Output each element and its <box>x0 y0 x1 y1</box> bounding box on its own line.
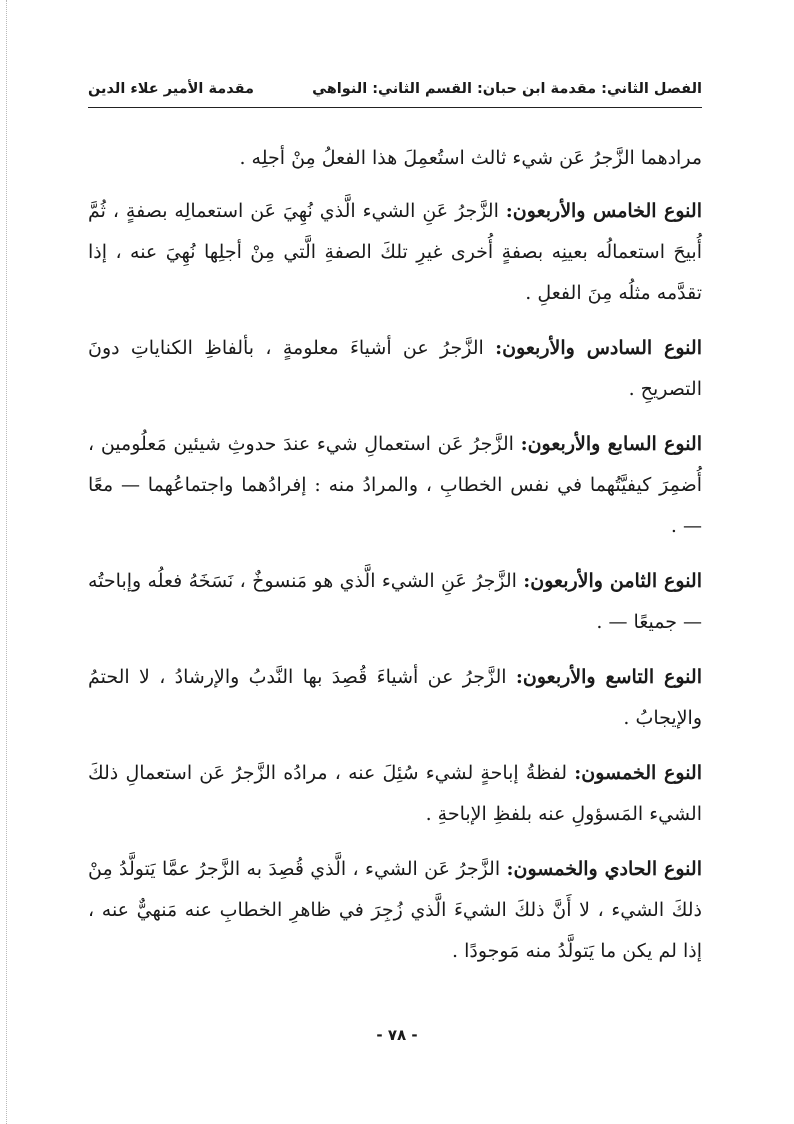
paragraph-label: النوع الخامس والأربعون: <box>505 200 702 222</box>
paragraph-label: النوع السابع والأربعون: <box>520 433 703 455</box>
paragraph-4 <box>88 561 702 643</box>
paragraph-5 <box>88 657 702 739</box>
paragraph-6 <box>88 753 702 835</box>
page-number: - ٧٨ - <box>376 1026 418 1044</box>
paragraph-text: الزَّجرُ عَنِ الشيء الَّذي نُهِيَ عَن استعمالِه بصفةٍ ، ثُمَّ أُبيحَ استعمالُه بعينِه بصفةٍ أُخرى غيرِ تلكَ الصفةِ الَّتي مِنْ أجلِها نُهِيَ عنه ، إذا تقدَّمه مثلُه مِنَ الفعلِ . <box>88 200 702 304</box>
paragraph-label: النوع الحادي والخمسون: <box>506 858 702 880</box>
book-title: مقدمة الأمير علاء الدين <box>88 81 254 97</box>
paragraph-3 <box>88 424 702 547</box>
paragraph-7 <box>88 849 702 972</box>
page-body <box>88 138 702 986</box>
paragraph-text: مرادهما الزَّجرُ عَن شيء ثالث استُعمِلَ هذا الفعلُ مِنْ أجلِه . <box>239 147 702 169</box>
paragraph-label: النوع السادس والأربعون: <box>495 337 702 359</box>
paragraph-label: النوع الخمسون: <box>574 762 702 784</box>
chapter-title: الفصل الثاني: مقدمة ابن حبان: القسم الثاني: النواهي <box>312 81 702 97</box>
paragraph-text: لفظةُ إباحةٍ لشيء سُئِلَ عنه ، مرادُه الزَّجرُ عَن استعمالِ ذلكَ الشيء المَسؤولِ عنه بلفظِ الإباحةِ . <box>88 762 702 825</box>
paragraph-text: الزَّجرُ عن أشياءَ معلومةٍ ، بألفاظِ الكناياتِ دونَ التصريحِ . <box>88 337 702 400</box>
paragraph-label: النوع التاسع والأربعون: <box>515 666 702 688</box>
paragraph-2 <box>88 328 702 410</box>
header-divider <box>88 107 702 108</box>
scan-edge-rule <box>6 0 8 1124</box>
running-header <box>88 74 702 104</box>
paragraph-text: الزَّجرُ عَن الشيء ، الَّذي قُصِدَ به الزَّجرُ عمَّا يَتولَّدُ مِنْ ذلكَ الشيء ، لا أَنَّ ذلكَ الشيءَ الَّذي زُجِرَ في ظاهرِ الخطابِ عنه مَنهيٌّ عنه ، إذا لم يكن ما يَتولَّدُ منه مَوجودًا . <box>88 858 702 962</box>
paragraph-text: الزَّجرُ عن أشياءَ قُصِدَ بها النَّدبُ والإرشادُ ، لا الحتمُ والإيجابُ . <box>88 666 702 729</box>
paragraph-text: الزَّجرُ عَن استعمالِ شيء عندَ حدوثِ شيئين مَعلُومين ، أُضمِرَ كيفيَّتُهما في نفس الخطابِ ، والمرادُ منه : إفرادُهما واجتماعُهما — معًا — . <box>88 433 702 537</box>
paragraph-1 <box>88 191 702 314</box>
paragraph-label: النوع الثامن والأربعون: <box>523 570 702 592</box>
paragraph-text: الزَّجرُ عَنِ الشيء الَّذي هو مَنسوخٌ ، نَسَخَهُ فعلُه وإباحتُه — جميعًا — . <box>88 570 702 633</box>
paragraph-0 <box>88 138 702 179</box>
